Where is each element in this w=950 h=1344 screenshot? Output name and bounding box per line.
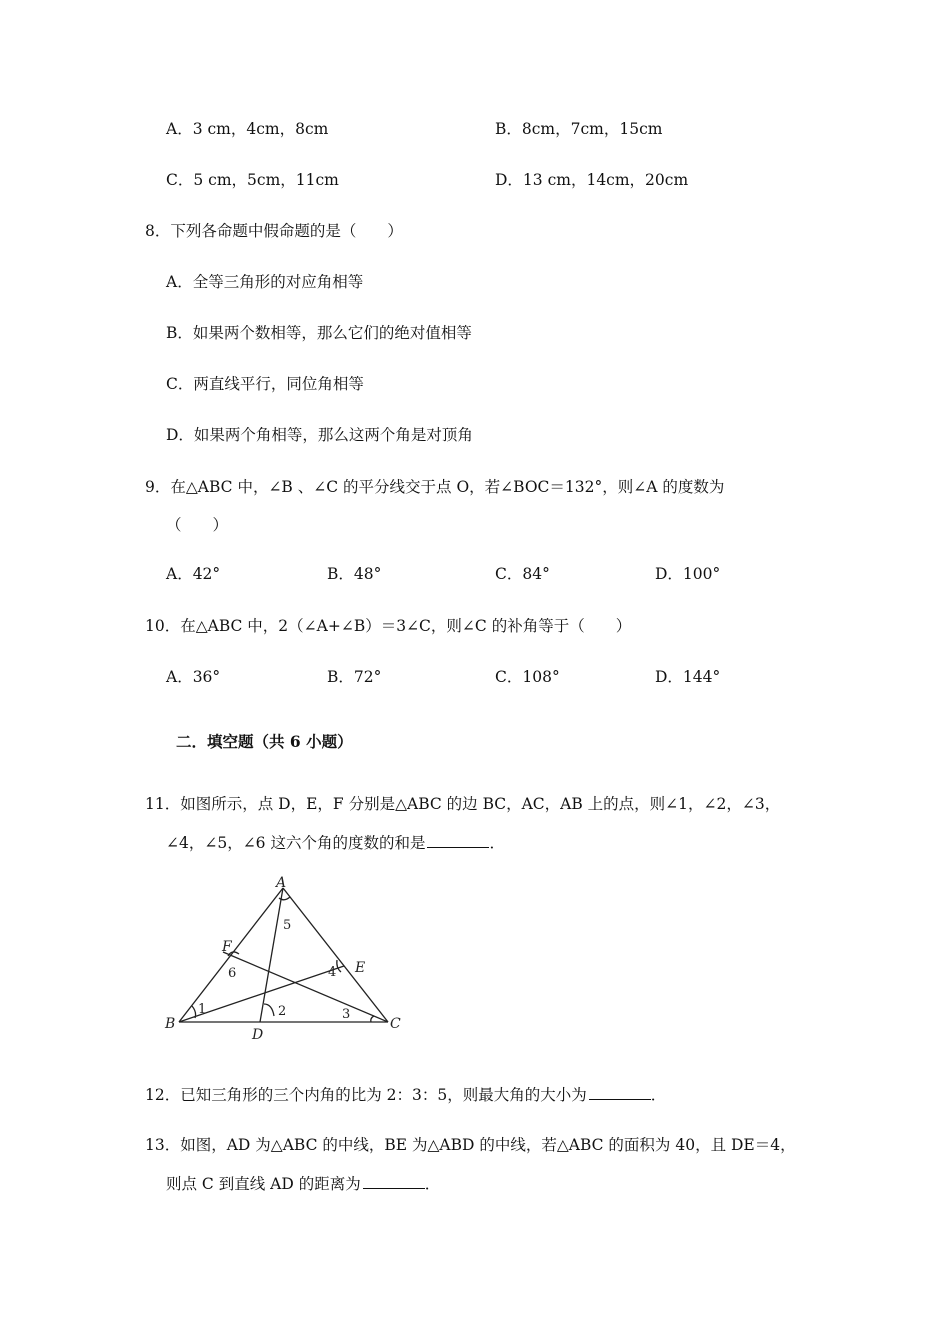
q13-line2 [166, 1172, 440, 1195]
q9-stem-cont: （ ） [166, 516, 229, 534]
angle-label-5: 5 [283, 918, 292, 933]
vertex-label-b: B [165, 1016, 176, 1032]
q11-line2 [166, 831, 505, 854]
q12-line [145, 1083, 666, 1106]
q8-option-c: C．两直线平行，同位角相等 [166, 375, 364, 393]
q9-option-b: B．48° [327, 565, 382, 583]
q11-line1: 11．如图所示，点 D，E，F 分别是△ABC 的边 BC，AC，AB 上的点，则∠1，∠2，∠3， [145, 795, 781, 813]
q13-line2-text: 则点 C 到直线 AD 的距离为 [166, 1175, 361, 1193]
q8-stem: 8．下列各命题中假命题的是（ ） [145, 222, 403, 240]
angle-2-arc [264, 1004, 274, 1016]
q11-answer-blank[interactable] [427, 831, 489, 848]
vertex-label-a: A [276, 875, 287, 891]
q12-text: 12．已知三角形的三个内角的比为 2：3：5，则最大角的大小为 [145, 1086, 587, 1104]
q13-answer-blank[interactable] [363, 1172, 425, 1189]
angle-1-arc [192, 1006, 196, 1018]
q10-option-c: C．108° [495, 668, 560, 686]
q13-end: ． [424, 1175, 441, 1193]
section-heading: 二．填空题（共 6 小题） [176, 732, 353, 751]
angle-label-4: 4 [328, 965, 337, 980]
q7-option-c: C．5 cm，5cm，11cm [166, 171, 339, 189]
triangle-figure [160, 872, 410, 1044]
vertex-label-e: E [355, 960, 366, 976]
q7-option-b: B．8cm，7cm，15cm [495, 120, 663, 138]
q11-end: ． [489, 834, 505, 852]
q8-option-d: D．如果两个角相等，那么这两个角是对顶角 [166, 426, 473, 444]
q11-line2-text: ∠4，∠5，∠6 这六个角的度数的和是 [166, 834, 426, 852]
q7-option-d: D．13 cm，14cm，20cm [495, 171, 689, 189]
angle-5-arc [279, 897, 290, 900]
angle-label-3: 3 [342, 1007, 351, 1022]
q10-stem: 10．在△ABC 中，2（∠A+∠B）＝3∠C，则∠C 的补角等于（ ） [145, 617, 632, 635]
q12-end: ． [650, 1086, 667, 1104]
vertex-label-d: D [252, 1027, 264, 1043]
q12-answer-blank[interactable] [589, 1083, 651, 1100]
side-ac [283, 888, 388, 1022]
q8-option-b: B．如果两个数相等，那么它们的绝对值相等 [166, 324, 472, 342]
q10-option-a: A．36° [166, 668, 221, 686]
vertex-label-f: F [222, 939, 232, 955]
q10-option-d: D．144° [655, 668, 721, 686]
q13-line1: 13．如图，AD 为△ABC 的中线，BE 为△ABD 的中线，若△ABC 的面积为 40，且 DE＝4， [145, 1136, 796, 1154]
q9-option-d: D．100° [655, 565, 721, 583]
segment-ad [260, 888, 283, 1022]
q10-option-b: B．72° [327, 668, 382, 686]
q7-option-a: A．3 cm，4cm，8cm [166, 120, 329, 138]
angle-3-arc [371, 1016, 374, 1022]
q9-stem: 9．在△ABC 中，∠B 、∠C 的平分线交于点 O，若∠BOC＝132°，则∠A 的度数为 [145, 478, 725, 496]
q9-option-a: A．42° [166, 565, 221, 583]
q9-option-c: C．84° [495, 565, 550, 583]
angle-label-6: 6 [228, 966, 237, 981]
vertex-label-c: C [390, 1016, 401, 1032]
q8-option-a: A．全等三角形的对应角相等 [166, 273, 364, 291]
angle-label-1: 1 [198, 1002, 207, 1017]
angle-label-2: 2 [278, 1004, 287, 1019]
